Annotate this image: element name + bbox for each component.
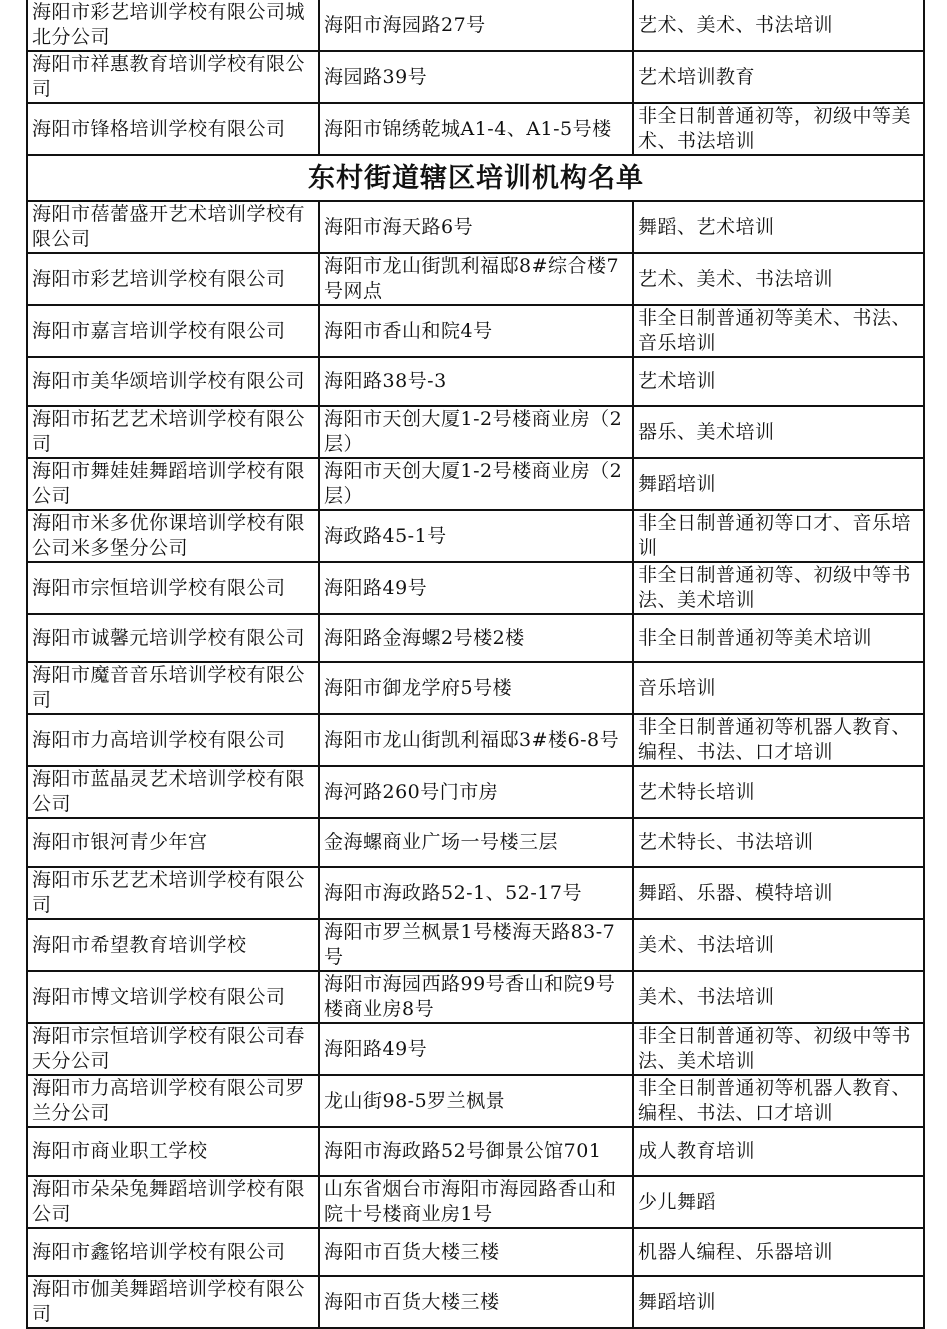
institution-scope-text: 非全日制普通初等机器人教育、编程、书法、口才培训 — [638, 716, 912, 763]
institution-scope-cell — [633, 1228, 924, 1276]
institution-name-cell — [27, 201, 319, 253]
institution-address-text: 海阳市御龙学府5号楼 — [324, 676, 513, 699]
institution-name-cell — [27, 103, 319, 155]
institution-address-text: 海政路45-1号 — [324, 524, 447, 547]
institution-address-text: 海阳市龙山街凯利福邸3#楼6-8号 — [324, 728, 620, 751]
institution-scope-cell — [633, 614, 924, 662]
table-row — [27, 103, 924, 155]
institution-name-cell — [27, 562, 319, 614]
institution-scope-cell — [633, 103, 924, 155]
table-row — [27, 253, 924, 305]
institution-address-cell — [319, 1127, 633, 1176]
table-row — [27, 201, 924, 253]
table-row — [27, 614, 924, 662]
institution-name-text: 海阳市宗恒培训学校有限公司春天分公司 — [32, 1025, 306, 1072]
institution-address-text: 山东省烟台市海阳市海园路香山和院十号楼商业房1号 — [324, 1178, 617, 1225]
institution-address-cell — [319, 662, 633, 714]
table-row — [27, 305, 924, 357]
institution-scope-cell — [633, 458, 924, 510]
institution-address-text: 海阳市锦绣乾城A1-4、A1-5号楼 — [324, 117, 612, 140]
institution-address-cell — [319, 458, 633, 510]
table-row — [27, 1228, 924, 1276]
institution-name-text: 海阳市蓝晶灵艺术培训学校有限公司 — [32, 768, 306, 815]
table-row — [27, 867, 924, 919]
institution-scope-text: 美术、书法培训 — [638, 985, 775, 1008]
institution-scope-text: 艺术、美术、书法培训 — [638, 267, 834, 290]
institution-scope-text: 艺术特长培训 — [638, 780, 756, 803]
institution-name-cell — [27, 1075, 319, 1127]
institution-address-cell — [319, 357, 633, 406]
institution-scope-cell — [633, 1127, 924, 1176]
institution-name-cell — [27, 614, 319, 662]
table-row — [27, 1075, 924, 1127]
institution-address-cell — [319, 305, 633, 357]
institution-name-cell — [27, 714, 319, 766]
institution-scope-cell — [633, 253, 924, 305]
institution-name-cell — [27, 1176, 319, 1228]
institution-address-text: 海阳路49号 — [324, 1037, 428, 1060]
table-row — [27, 1176, 924, 1228]
section-header-row — [27, 155, 924, 201]
institution-name-text: 海阳市宗恒培训学校有限公司 — [32, 576, 286, 599]
institution-scope-cell — [633, 1075, 924, 1127]
institution-name-cell — [27, 818, 319, 867]
institution-address-text: 海阳市香山和院4号 — [324, 319, 493, 342]
institution-scope-cell — [633, 201, 924, 253]
institution-name-text: 海阳市鑫铭培训学校有限公司 — [32, 1240, 286, 1263]
institution-name-cell — [27, 1228, 319, 1276]
institution-name-cell — [27, 662, 319, 714]
institution-address-cell — [319, 201, 633, 253]
institution-address-text: 龙山街98-5罗兰枫景 — [324, 1089, 506, 1112]
institution-name-text: 海阳市米多优你课培训学校有限公司米多堡分公司 — [32, 512, 306, 559]
institution-name-text: 海阳市嘉言培训学校有限公司 — [32, 319, 286, 342]
institution-name-text: 海阳市彩艺培训学校有限公司 — [32, 267, 286, 290]
institution-scope-cell — [633, 818, 924, 867]
institution-scope-text: 非全日制普通初等美术、书法、音乐培训 — [638, 307, 912, 354]
institution-name-cell — [27, 1127, 319, 1176]
institution-name-cell — [27, 867, 319, 919]
institution-name-text: 海阳市力高培训学校有限公司 — [32, 728, 286, 751]
institution-scope-text: 非全日制普通初等、初级中等书法、美术培训 — [638, 564, 912, 611]
institution-address-text: 海河路260号门市房 — [324, 780, 499, 803]
institution-name-text: 海阳市舞娃娃舞蹈培训学校有限公司 — [32, 460, 306, 507]
institution-scope-cell — [633, 919, 924, 971]
institution-scope-text: 非全日制普通初等口才、音乐培训 — [638, 512, 912, 559]
institution-scope-cell — [633, 1176, 924, 1228]
institution-name-text: 海阳市祥惠教育培训学校有限公司 — [32, 53, 306, 100]
table-row — [27, 818, 924, 867]
institution-name-cell — [27, 406, 319, 458]
institution-name-text: 海阳市朵朵兔舞蹈培训学校有限公司 — [32, 1178, 306, 1225]
institution-scope-text: 艺术培训教育 — [638, 65, 756, 88]
section-title: 东村街道辖区培训机构名单 — [27, 155, 924, 201]
institution-name-text: 海阳市力高培训学校有限公司罗兰分公司 — [32, 1077, 306, 1124]
institution-address-cell — [319, 253, 633, 305]
institution-address-cell — [319, 103, 633, 155]
institution-scope-text: 音乐培训 — [638, 676, 717, 699]
institution-name-cell — [27, 0, 319, 51]
institution-address-text: 海阳市天创大厦1-2号楼商业房（2层） — [324, 460, 623, 507]
institution-scope-cell — [633, 0, 924, 51]
table-row — [27, 1127, 924, 1176]
institution-address-text: 海阳市海天路6号 — [324, 215, 474, 238]
institution-scope-text: 艺术、美术、书法培训 — [638, 13, 834, 36]
institution-scope-text: 器乐、美术培训 — [638, 420, 775, 443]
table-row — [27, 971, 924, 1023]
institution-name-text: 海阳市伽美舞蹈培训学校有限公司 — [32, 1278, 306, 1325]
table-row — [27, 1276, 924, 1328]
institution-address-cell — [319, 1075, 633, 1127]
institution-address-cell — [319, 510, 633, 562]
institution-name-cell — [27, 1276, 319, 1328]
institution-scope-text: 舞蹈、乐器、模特培训 — [638, 881, 834, 904]
institution-scope-cell — [633, 406, 924, 458]
table-body-before — [27, 0, 924, 155]
institution-scope-cell — [633, 562, 924, 614]
institution-scope-text: 非全日制普通初等，初级中等美术、书法培训 — [638, 105, 912, 152]
table-row — [27, 510, 924, 562]
institution-name-text: 海阳市锋格培训学校有限公司 — [32, 117, 286, 140]
institution-scope-cell — [633, 662, 924, 714]
institution-scope-cell — [633, 867, 924, 919]
institution-address-text: 海阳路49号 — [324, 576, 428, 599]
institution-name-text: 海阳市乐艺艺术培训学校有限公司 — [32, 869, 306, 916]
institution-address-cell — [319, 51, 633, 103]
institution-address-cell — [319, 1176, 633, 1228]
institution-scope-text: 舞蹈培训 — [638, 1290, 717, 1313]
institution-name-cell — [27, 458, 319, 510]
institution-scope-text: 非全日制普通初等机器人教育、编程、书法、口才培训 — [638, 1077, 912, 1124]
institution-address-cell — [319, 971, 633, 1023]
institution-address-text: 海阳路38号-3 — [324, 370, 447, 392]
table-row — [27, 0, 924, 51]
institution-scope-text: 美术、书法培训 — [638, 933, 775, 956]
institution-name-cell — [27, 971, 319, 1023]
table-row — [27, 406, 924, 458]
institution-name-text: 海阳市蓓蕾盛开艺术培训学校有限公司 — [32, 203, 306, 250]
institution-scope-text: 机器人编程、乐器培训 — [638, 1240, 834, 1263]
institution-address-cell — [319, 1023, 633, 1075]
institution-name-text: 海阳市博文培训学校有限公司 — [32, 985, 286, 1008]
institution-address-cell — [319, 1228, 633, 1276]
institution-scope-text: 非全日制普通初等美术培训 — [638, 626, 873, 649]
section-header-body — [27, 155, 924, 201]
institution-scope-text: 艺术培训 — [638, 370, 717, 392]
institution-scope-cell — [633, 1023, 924, 1075]
institution-name-text: 海阳市商业职工学校 — [32, 1140, 208, 1162]
table-row — [27, 458, 924, 510]
institution-address-cell — [319, 766, 633, 818]
institution-address-text: 金海螺商业广场一号楼三层 — [324, 831, 559, 853]
table-row — [27, 357, 924, 406]
institution-name-cell — [27, 253, 319, 305]
institution-scope-text: 艺术特长、书法培训 — [638, 831, 814, 853]
institution-scope-cell — [633, 1276, 924, 1328]
institution-name-cell — [27, 766, 319, 818]
institution-address-text: 海阳市海政路52号御景公馆701 — [324, 1140, 602, 1162]
institution-scope-text: 少儿舞蹈 — [638, 1190, 717, 1213]
institution-name-text: 海阳市魔音音乐培训学校有限公司 — [32, 664, 306, 711]
institution-name-text: 海阳市希望教育培训学校 — [32, 933, 247, 956]
institution-address-cell — [319, 919, 633, 971]
institution-address-cell — [319, 0, 633, 51]
institution-address-text: 海阳市罗兰枫景1号楼海天路83-7号 — [324, 921, 616, 968]
institution-name-cell — [27, 51, 319, 103]
institution-name-text: 海阳市彩艺培训学校有限公司城北分公司 — [32, 1, 306, 48]
institution-scope-cell — [633, 714, 924, 766]
institution-address-text: 海阳市百货大楼三楼 — [324, 1290, 500, 1313]
institution-name-cell — [27, 357, 319, 406]
institution-address-text: 海阳市海园路27号 — [324, 13, 486, 36]
institution-name-text: 海阳市美华颂培训学校有限公司 — [32, 370, 306, 392]
institution-address-text: 海阳市海政路52-1、52-17号 — [324, 881, 582, 904]
institution-list-sheet — [26, 0, 923, 1329]
institution-address-cell — [319, 406, 633, 458]
institution-address-cell — [319, 714, 633, 766]
table-row — [27, 1023, 924, 1075]
institution-address-text: 海阳市百货大楼三楼 — [324, 1240, 500, 1263]
institution-scope-text: 舞蹈、艺术培训 — [638, 215, 775, 238]
institution-name-text: 海阳市诚馨元培训学校有限公司 — [32, 626, 306, 649]
institution-scope-cell — [633, 305, 924, 357]
table-row — [27, 714, 924, 766]
institution-name-cell — [27, 919, 319, 971]
institution-name-cell — [27, 305, 319, 357]
institution-scope-text: 非全日制普通初等、初级中等书法、美术培训 — [638, 1025, 912, 1072]
institution-address-text: 海阳路金海螺2号楼2楼 — [324, 626, 525, 649]
institution-address-cell — [319, 818, 633, 867]
table-row — [27, 562, 924, 614]
institution-address-text: 海阳市天创大厦1-2号楼商业房（2层） — [324, 408, 623, 455]
institution-scope-text: 舞蹈培训 — [638, 472, 717, 495]
institution-scope-cell — [633, 510, 924, 562]
institution-name-text: 海阳市银河青少年宫 — [32, 831, 208, 853]
institution-address-cell — [319, 614, 633, 662]
table-row — [27, 51, 924, 103]
institution-address-text: 海阳市龙山街凯利福邸8#综合楼7号网点 — [324, 255, 620, 302]
table-body-after — [27, 201, 924, 1328]
institution-scope-text: 成人教育培训 — [638, 1140, 756, 1162]
institution-address-text: 海阳市海园西路99号香山和院9号楼商业房8号 — [324, 973, 616, 1020]
institution-name-cell — [27, 1023, 319, 1075]
table-row — [27, 919, 924, 971]
institution-name-cell — [27, 510, 319, 562]
institution-scope-cell — [633, 766, 924, 818]
institution-name-text: 海阳市拓艺艺术培训学校有限公司 — [32, 408, 306, 455]
institution-address-cell — [319, 562, 633, 614]
table-row — [27, 662, 924, 714]
institution-scope-cell — [633, 971, 924, 1023]
institution-table — [26, 0, 925, 1329]
institution-address-cell — [319, 1276, 633, 1328]
institution-scope-cell — [633, 51, 924, 103]
institution-scope-cell — [633, 357, 924, 406]
institution-address-cell — [319, 867, 633, 919]
table-row — [27, 766, 924, 818]
institution-address-text: 海园路39号 — [324, 65, 428, 88]
